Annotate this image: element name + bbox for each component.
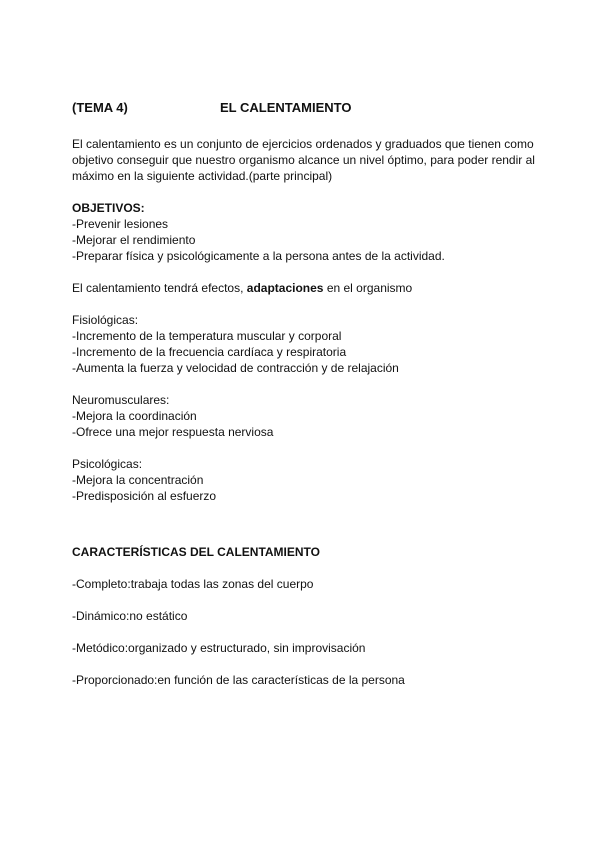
list-item: -Completo:trabaja todas las zonas del cuerpo [72,577,314,591]
list-item: -Dinámico:no estático [72,609,188,623]
neuromusculares-heading: Neuromusculares: [72,393,170,407]
list-item: -Predisposición al esfuerzo [72,489,217,503]
objetivos-section [72,200,542,264]
caracteristicas-section [72,544,542,688]
efectos-bold-word: adaptaciones [246,281,324,295]
objetivos-heading: OBJETIVOS: [72,201,145,215]
list-item: -Proporcionado:en función de las características de la persona [72,673,405,687]
list-item: -Incremento de la temperatura muscular y corporal [72,329,342,343]
list-item: -Preparar física y psicológicamente a la persona antes de la actividad. [72,249,445,263]
psicologicas-heading: Psicológicas: [72,457,143,471]
efectos-text-after: en el organismo [323,281,413,295]
list-item: -Mejora la concentración [72,473,204,487]
section-spacer [72,520,542,544]
efectos-text-before: El calentamiento tendrá efectos, [72,281,247,295]
list-item: -Incremento de la frecuencia cardíaca y respiratoria [72,345,347,359]
efectos-paragraph [72,280,542,296]
caracteristicas-heading: CARACTERÍSTICAS DEL CALENTAMIENTO [72,545,321,559]
list-item: -Mejorar el rendimiento [72,233,196,247]
intro-paragraph: El calentamiento es un conjunto de ejercicios ordenados y graduados que tienen como objetivo conseguir que nuestro organismo alcance un nivel óptimo, para poder rendir al máximo en la siguiente actividad.(parte principal) [72,137,535,183]
page-title: EL CALENTAMIENTO [220,100,352,115]
fisiologicas-section [72,312,542,376]
list-item: -Aumenta la fuerza y velocidad de contracción y de relajación [72,361,399,375]
list-item: -Prevenir lesiones [72,217,169,231]
tema-label: (TEMA 4) [72,100,128,115]
neuromusculares-section [72,392,542,440]
list-item: -Ofrece una mejor respuesta nerviosa [72,425,274,439]
title-row [72,99,542,117]
document-body [72,99,542,704]
list-item: -Metódico:organizado y estructurado, sin improvisación [72,641,366,655]
list-item: -Mejora la coordinación [72,409,197,423]
fisiologicas-heading: Fisiológicas: [72,313,139,327]
psicologicas-section [72,456,542,504]
